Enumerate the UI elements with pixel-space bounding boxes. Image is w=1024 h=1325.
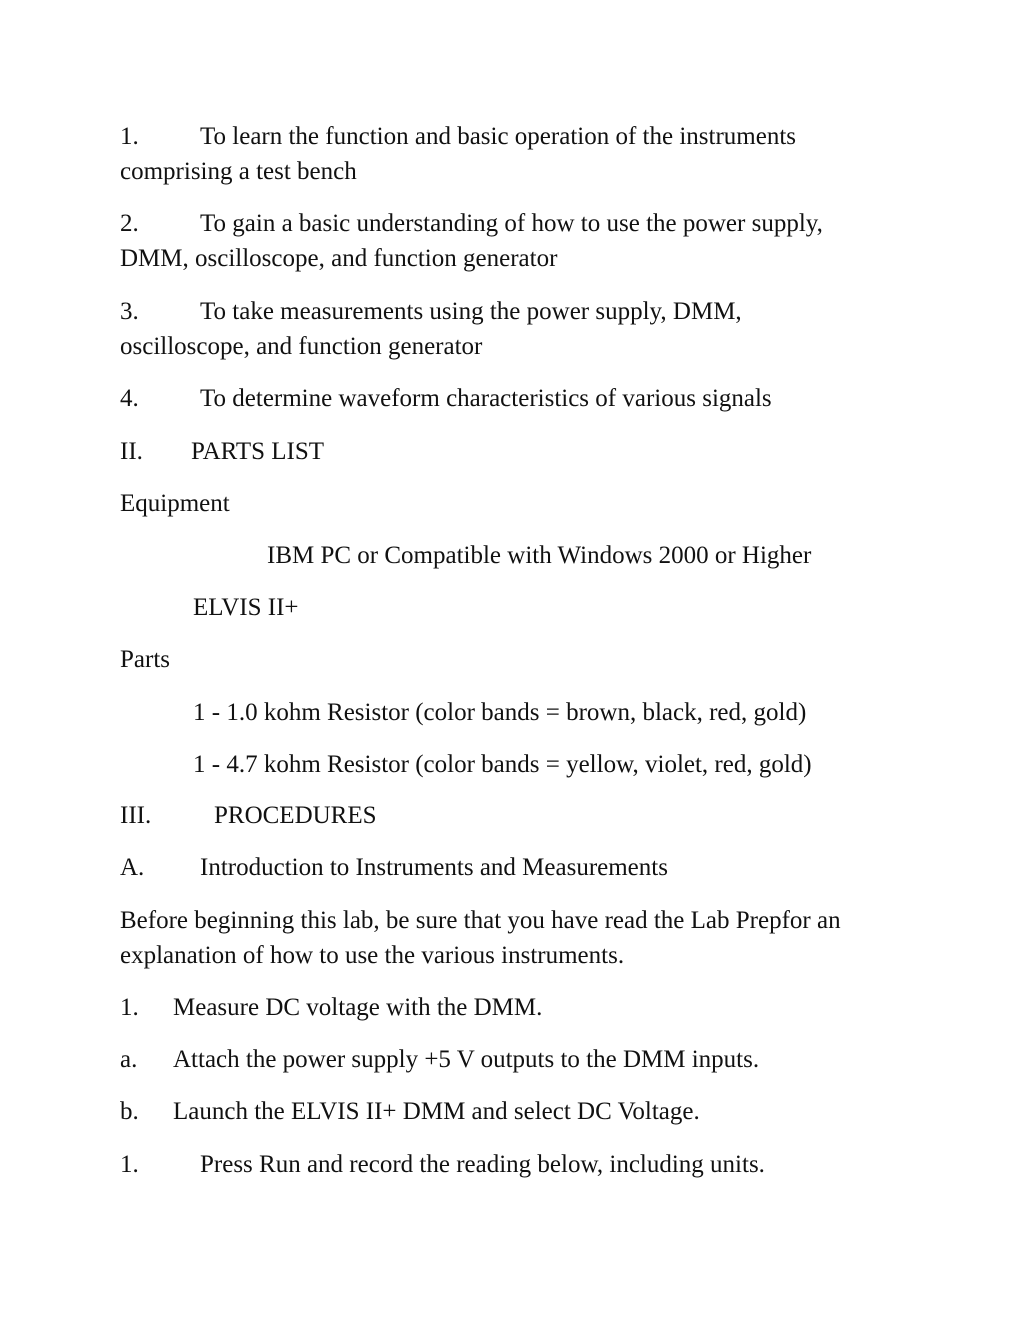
step-text: Measure DC voltage with the DMM. [173,994,543,1021]
section-number: II. [120,438,143,465]
step-text: Attach the power supply +5 V outputs to the DMM inputs. [173,1046,760,1073]
objective-number: 2. [120,210,139,237]
parts-label-text: Parts [120,646,170,673]
objective-text: To take measurements using the power supply, DMM, [200,298,742,325]
step-text: Launch the ELVIS II+ DMM and select DC Voltage. [173,1098,700,1125]
step-text: Press Run and record the reading below, including units. [200,1151,765,1178]
section-title: PARTS LIST [191,438,325,465]
objective-text: To gain a basic understanding of how to use the power supply, [200,210,823,237]
step-number: 1. [120,994,139,1021]
equipment-item-text: ELVIS II+ [193,594,299,621]
intro-text-continued: explanation of how to use the various instruments. [120,942,625,969]
objective-text: To learn the function and basic operation of the instruments [200,123,796,150]
objective-text-continued: comprising a test bench [120,158,357,185]
subsection-title: Introduction to Instruments and Measurements [200,854,668,881]
subsection-number: A. [120,854,145,881]
objective-number: 3. [120,298,139,325]
step-number: b. [120,1098,139,1125]
intro-text: Before beginning this lab, be sure that you have read the Lab Prepfor an [120,907,841,934]
objective-number: 1. [120,123,139,150]
objective-text-continued: oscilloscope, and function generator [120,333,483,360]
equipment-label-text: Equipment [120,490,230,517]
parts-item-text: 1 - 4.7 kohm Resistor (color bands = yellow, violet, red, gold) [193,751,812,778]
parts-item-text: 1 - 1.0 kohm Resistor (color bands = brown, black, red, gold) [193,699,807,726]
section-number: III. [120,802,152,829]
objective-number: 4. [120,385,139,412]
equipment-item-text: IBM PC or Compatible with Windows 2000 or Higher [267,542,812,569]
objective-text-continued: DMM, oscilloscope, and function generator [120,245,558,272]
objective-text: To determine waveform characteristics of various signals [200,385,772,412]
section-title: PROCEDURES [214,802,377,829]
step-number: a. [120,1046,138,1073]
step-number: 1. [120,1151,139,1178]
